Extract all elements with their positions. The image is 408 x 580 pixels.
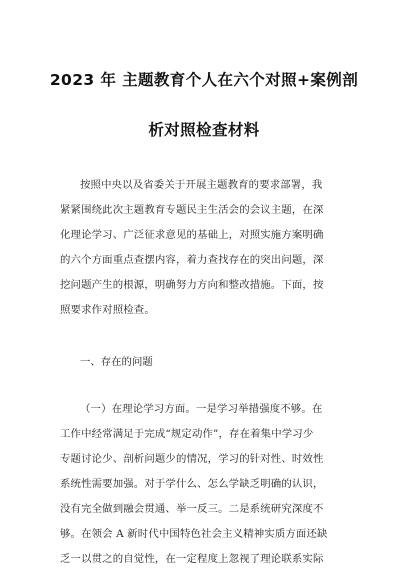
paragraph-1-line: 按照中央以及省委关于开展主题教育的要求部署，我 xyxy=(80,179,323,191)
section-heading: 一、存在的问题 xyxy=(80,356,153,368)
paragraph-1-line: 紧紧围绕此次主题教育专题民主生活会的会议主题，在深 xyxy=(60,204,324,216)
paragraph-2-line: 工作中经常满足于完成“规定动作”，存在着集中学习少 xyxy=(60,428,314,440)
paragraph-2-line: 专题讨论少、剖析问题少的情况，学习的针对性、时效性 xyxy=(60,453,324,465)
paragraph-2-line: 没有完全做到融会贯通、举一反三。二是系统研究深度不 xyxy=(60,503,324,515)
document-title-line-2: 析对照检查材料 xyxy=(148,121,260,139)
paragraph-1-line: 的六个方面重点查摆内容，着力查找存在的突出问题，深 xyxy=(60,254,324,266)
paragraph-1-line: 挖问题产生的根源，明确努力方向和整改措施。下面，按 xyxy=(60,279,324,291)
paragraph-1-line: 照要求作对照检查。 xyxy=(60,304,155,316)
document-title-line-1: 2023 年 主题教育个人在六个对照+案例剖 xyxy=(49,71,359,89)
paragraph-2-line: 够。在领会 A 新时代中国特色社会主义精神实质方面还缺 xyxy=(60,528,328,540)
paragraph-2-line: （一）在理论学习方面。一是学习举措强度不够。在 xyxy=(80,403,323,415)
paragraph-2-line: 乏一以贯之的自觉性，在一定程度上忽视了理论联系实际 xyxy=(60,553,324,565)
paragraph-1-line: 化理论学习、广泛征求意见的基础上，对照实施方案明确 xyxy=(60,229,324,241)
paragraph-2-line: 系统性需要加强。对于学什么、怎么学缺乏明确的认识， xyxy=(60,478,324,490)
